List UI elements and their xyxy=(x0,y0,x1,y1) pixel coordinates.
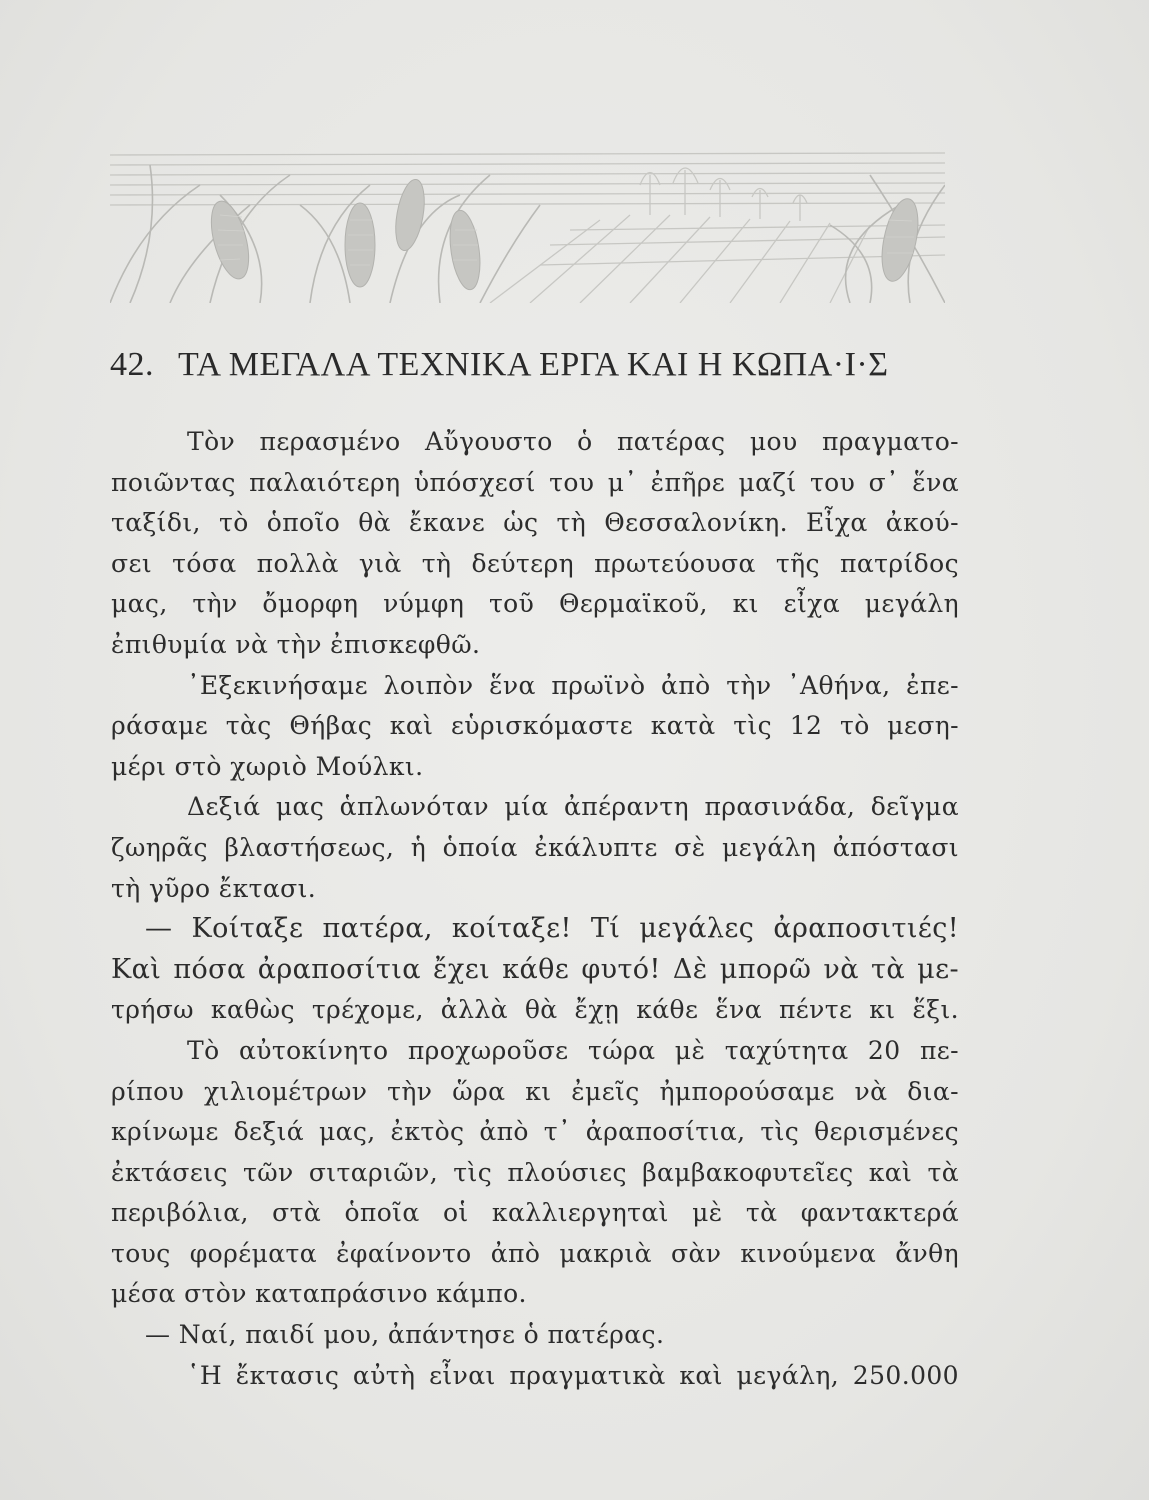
text-line: περιβόλια, στὰ ὁποῖα οἱ καλλιεργηταὶ μὲ τὰ φαντακτερά xyxy=(111,1198,959,1228)
text-line: ρίπου χιλιομέτρων τὴν ὥρα κι ἐμεῖς ἠμπορούσαμε νὰ δια- xyxy=(111,1076,959,1106)
text-line: ῾Η ἔκτασις αὐτὴ εἶναι πραγματικὰ καὶ μεγάλη, 250.000 xyxy=(187,1360,959,1390)
text-line: Τὸ αὐτοκίνητο προχωροῦσε τώρα μὲ ταχύτητα 20 πε- xyxy=(187,1035,959,1065)
text-line: τρήσω καθὼς τρέχομε, ἀλλὰ θὰ ἔχῃ κάθε ἕνα πέντε κι ἕξι. xyxy=(111,995,959,1025)
text-line: — Κοίταξε πατέρα, κοίταξε! Τί μεγάλες ἀραποσιτιές! xyxy=(145,913,959,945)
text-line: ζωηρᾶς βλαστήσεως, ἡ ὁποία ἐκάλυπτε σὲ μεγάλη ἀπόστασι xyxy=(111,832,959,862)
text-line: τους φορέματα ἐφαίνοντο ἀπὸ μακριὰ σὰν κινούμενα ἄνθη xyxy=(111,1238,959,1268)
text-line: τὴ γῦρο ἔκτασι. xyxy=(111,873,317,903)
chapter-title-text: ΤΑ ΜΕΓΑΛΑ ΤΕΧΝΙΚΑ ΕΡΓΑ ΚΑΙ Η ΚΩΠΑ·Ι·Σ xyxy=(178,346,889,383)
text-line: — Ναί, παιδί μου, ἀπάντησε ὁ πατέρας. xyxy=(145,1320,665,1350)
chapter-heading xyxy=(110,346,960,384)
text-line: ράσαμε τὰς Θήβας καὶ εὑρισκόμαστε κατὰ τὶς 12 τὸ μεση- xyxy=(111,711,959,741)
text-line: ποιῶντας παλαιότερη ὑπόσχεσί του μ᾿ ἐπῆρε μαζί του σ᾿ ἕνα xyxy=(111,467,959,497)
text-line: μέσα στὸν καταπράσινο κάμπο. xyxy=(111,1279,527,1309)
text-line: ᾿Εξεκινήσαμε λοιπὸν ἕνα πρωϊνὸ ἀπὸ τὴν ᾿Αθήνα, ἐπε- xyxy=(187,670,959,700)
text-line: Καὶ πόσα ἀραποσίτια ἔχει κάθε φυτό! Δὲ μπορῶ νὰ τὰ με- xyxy=(111,953,959,985)
text-line: Τὸν περασμένο Αὔγουστο ὁ πατέρας μου πραγματο- xyxy=(187,427,959,456)
text-line: μας, τὴν ὄμορφη νύμφη τοῦ Θερμαϊκοῦ, κι εἶχα μεγάλη xyxy=(111,589,959,619)
text-line: ἐκτάσεις τῶν σιταριῶν, τὶς πλούσιες βαμβακοφυτεῖες καὶ τὰ xyxy=(111,1157,959,1187)
text-line: ταξίδι, τὸ ὁποῖο θὰ ἔκανε ὡς τὴ Θεσσαλονίκη. Εἶχα ἀκού- xyxy=(111,508,959,538)
text-line: ἐπιθυμία νὰ τὴν ἐπισκεφθῶ. xyxy=(111,629,481,659)
cornfield-vignette-illustration xyxy=(110,145,945,303)
text-line: Δεξιά μας ἁπλωνόταν μία ἀπέραντη πρασινάδα, δεῖγμα xyxy=(187,792,959,822)
text-line: μέρι στὸ χωριὸ Μούλκι. xyxy=(111,751,424,781)
chapter-number: 42. xyxy=(110,346,154,383)
text-line: κρίνωμε δεξιά μας, ἐκτὸς ἀπὸ τ᾿ ἀραποσίτια, τὶς θερισμένες xyxy=(111,1117,959,1147)
chapter-body-text xyxy=(111,422,959,1396)
text-line: σει τόσα πολλὰ γιὰ τὴ δεύτερη πρωτεύουσα τῆς πατρίδος xyxy=(111,548,959,578)
